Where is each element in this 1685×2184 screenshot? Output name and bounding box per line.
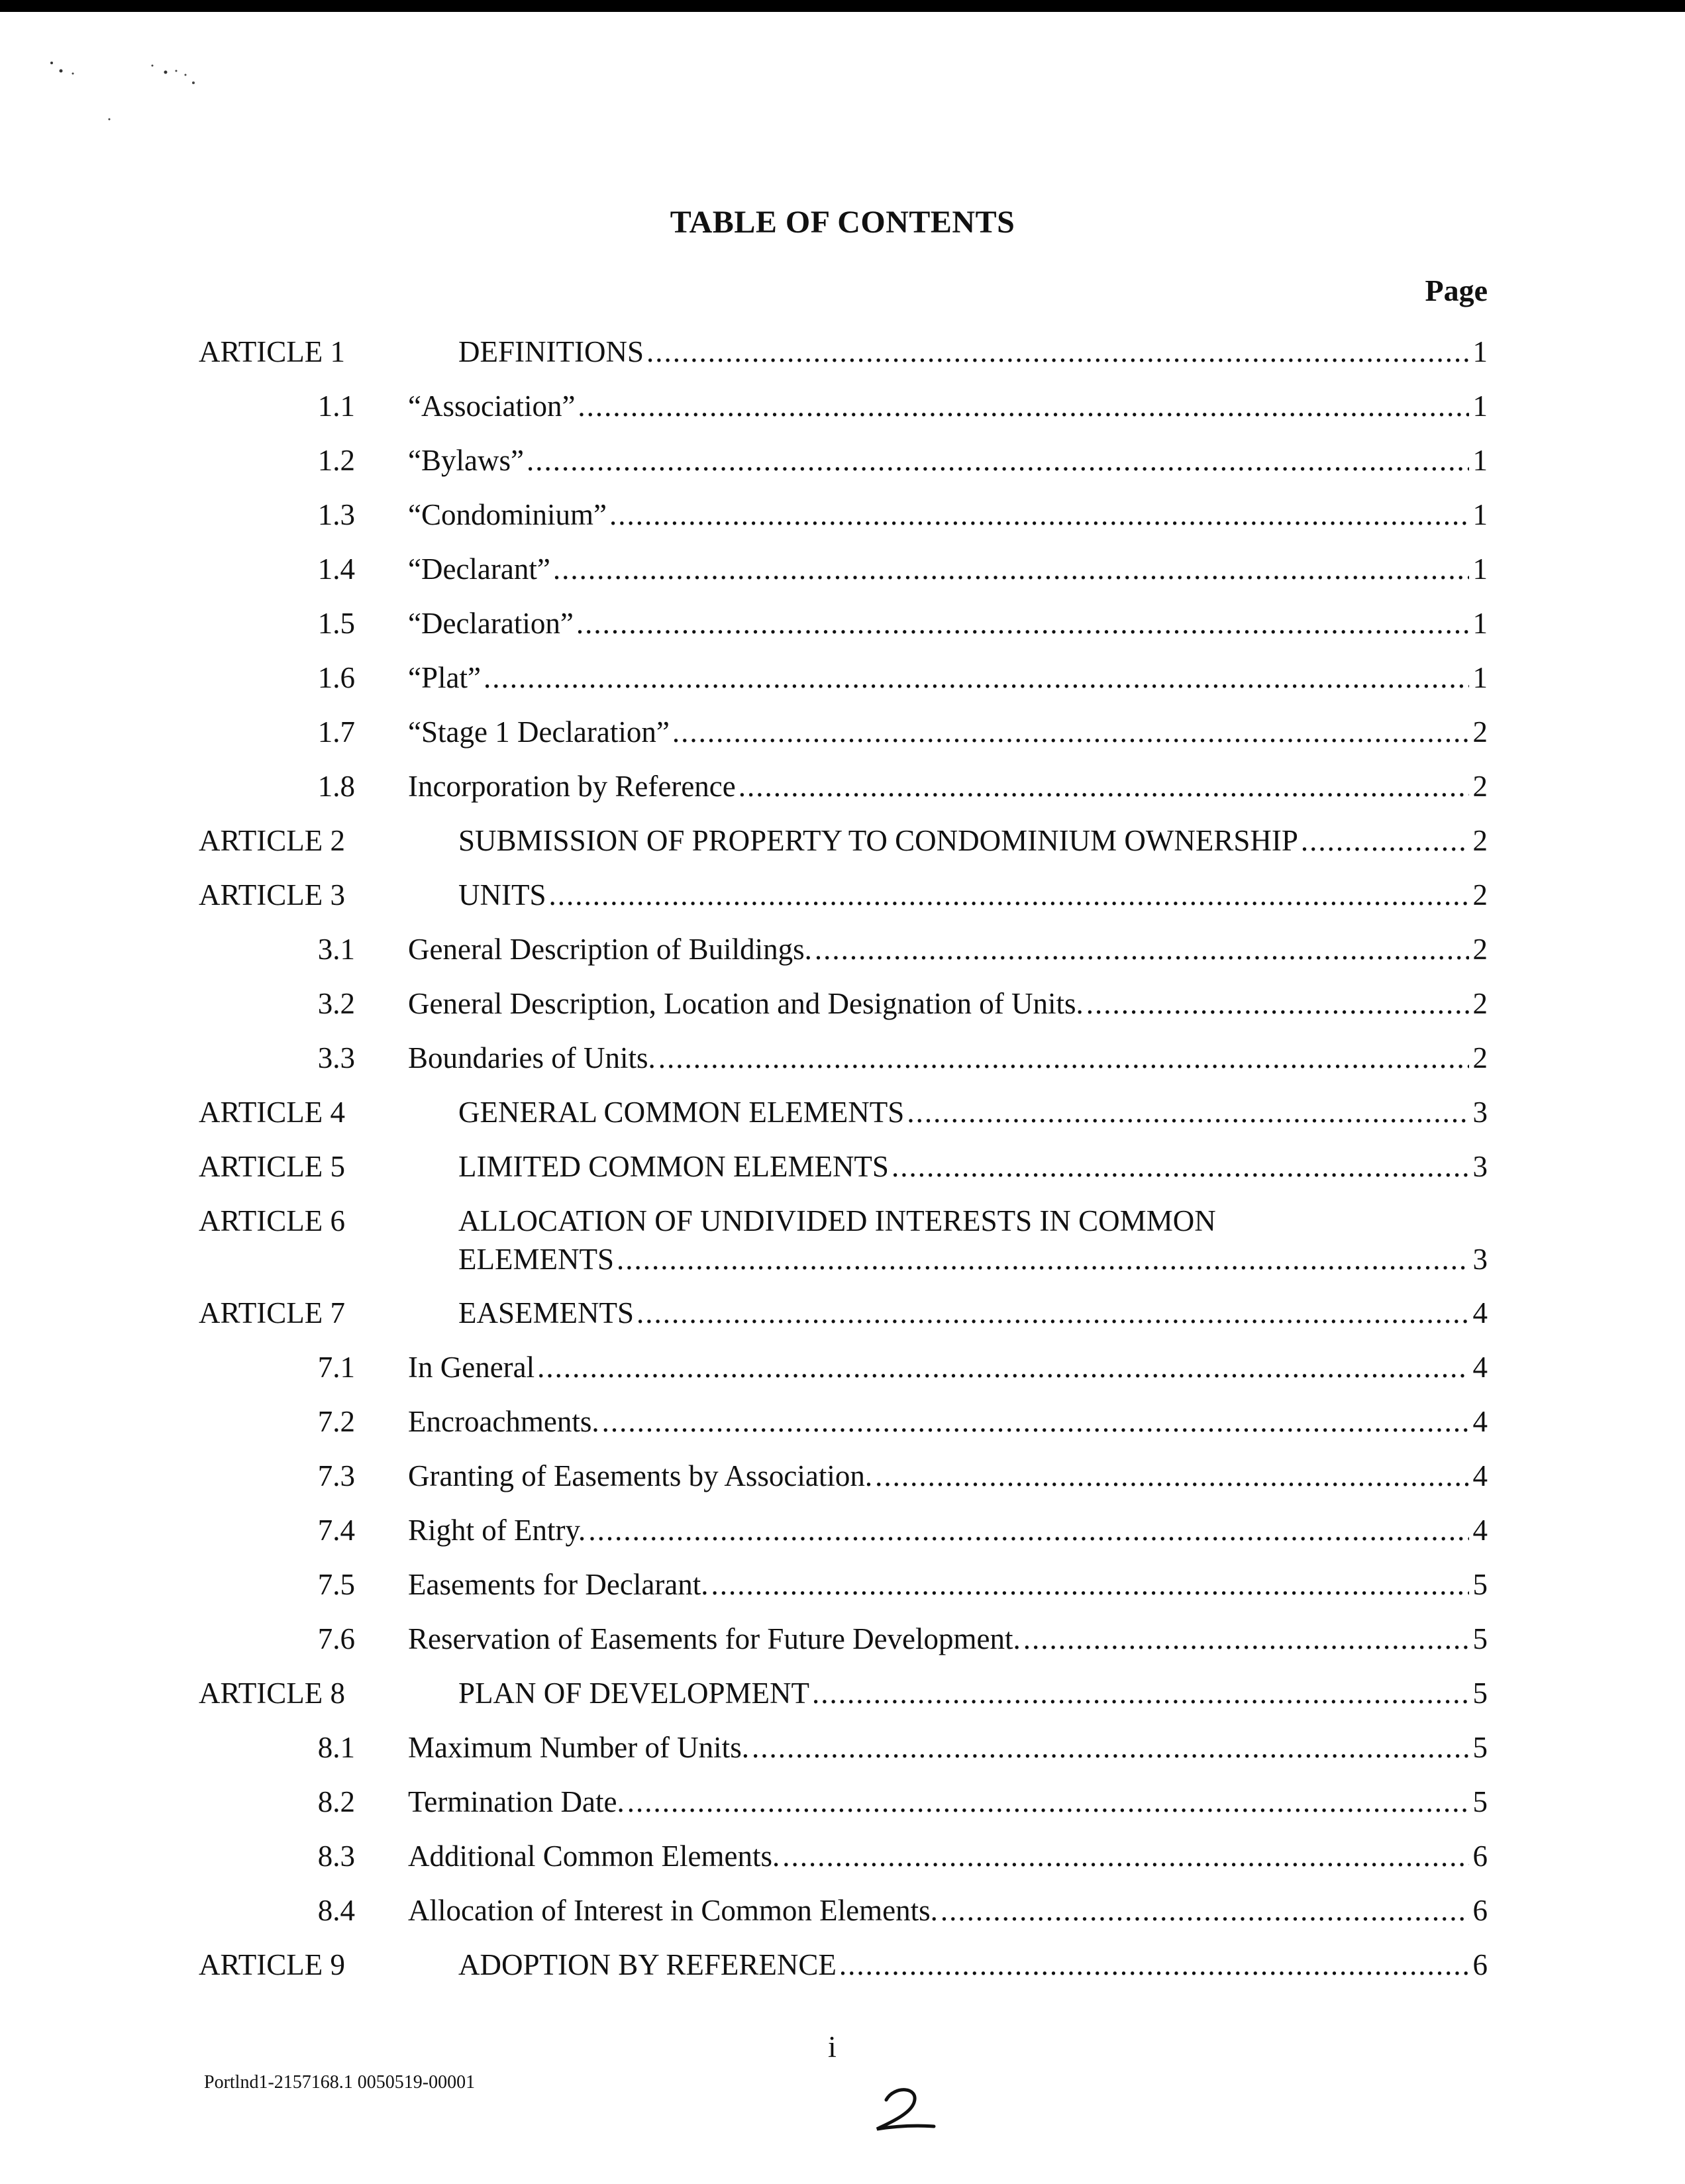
toc-article-entry	[0, 1296, 1685, 1338]
toc-section-entry	[0, 1459, 1685, 1501]
section-number: 7.6	[317, 1622, 355, 1655]
article-label: ARTICLE 4	[199, 1096, 346, 1129]
entry-line	[408, 932, 1488, 966]
section-number: 1.2	[317, 444, 355, 477]
entry-line	[408, 715, 1488, 749]
toc-section-entry	[0, 1513, 1685, 1555]
toc-section-entry	[0, 497, 1685, 540]
dot-leader	[1023, 1622, 1469, 1656]
entry-page-number: 5	[1472, 1568, 1488, 1601]
entry-title: “Declaration”	[408, 607, 574, 640]
handwritten-mark	[868, 2080, 941, 2140]
entry-line	[408, 497, 1488, 532]
entry-title: Boundaries of Units.	[408, 1041, 656, 1074]
entry-title: Allocation of Interest in Common Elements.	[408, 1894, 938, 1927]
dot-leader	[553, 552, 1469, 586]
toc-article-entry	[0, 335, 1685, 377]
entry-line	[408, 1839, 1488, 1873]
toc-section-entry	[0, 443, 1685, 486]
toc-article-entry	[0, 1204, 1685, 1276]
entry-line	[408, 986, 1488, 1021]
dot-leader	[672, 715, 1469, 749]
page-column-header: Page	[1425, 274, 1488, 307]
entry-page-number: 1	[1472, 390, 1488, 423]
entry-title: “Declarant”	[408, 552, 550, 586]
entry-title: Easements for Declarant.	[408, 1568, 709, 1601]
entry-page-number: 4	[1472, 1296, 1488, 1329]
entry-title: Incorporation by Reference	[408, 770, 736, 803]
dot-leader	[576, 606, 1469, 641]
entry-page-number: 4	[1472, 1459, 1488, 1492]
entry-title: EASEMENTS	[458, 1296, 635, 1329]
dot-leader	[815, 932, 1469, 966]
entry-line	[408, 1459, 1488, 1493]
toc-section-entry	[0, 1785, 1685, 1827]
entry-page-number: 1	[1472, 661, 1488, 694]
toc-section-entry	[0, 932, 1685, 974]
entry-title: “Bylaws”	[408, 444, 524, 477]
section-number: 7.4	[317, 1514, 355, 1547]
article-label: ARTICLE 8	[199, 1677, 346, 1710]
entry-page-number: 1	[1472, 552, 1488, 586]
entry-line	[458, 1676, 1488, 1710]
section-number: 7.2	[317, 1405, 355, 1438]
page-title: TABLE OF CONTENTS	[670, 205, 1015, 240]
dot-leader	[527, 443, 1469, 478]
entry-page-number: 2	[1472, 933, 1488, 966]
entry-line	[408, 552, 1488, 586]
entry-title: In General	[408, 1351, 535, 1384]
entry-page-number: 3	[1472, 1243, 1488, 1276]
entry-title: General Description of Buildings.	[408, 933, 812, 966]
entry-page-number: 5	[1472, 1731, 1488, 1764]
entry-line	[408, 1513, 1488, 1547]
entry-page-number: 2	[1472, 824, 1488, 857]
entry-title: Encroachments.	[408, 1405, 599, 1438]
toc-article-entry	[0, 1149, 1685, 1192]
entry-title: General Description, Location and Designation of Units.	[408, 987, 1084, 1020]
entry-title: Maximum Number of Units.	[408, 1731, 749, 1764]
dot-leader	[782, 1839, 1469, 1873]
toc-article-entry	[0, 878, 1685, 920]
toc-section-entry	[0, 606, 1685, 649]
entry-line	[408, 1350, 1488, 1384]
entry-page-number: 5	[1472, 1622, 1488, 1655]
entry-title: Right of Entry.	[408, 1514, 586, 1547]
toc-section-entry	[0, 1404, 1685, 1447]
entry-page-number: 2	[1472, 878, 1488, 911]
entry-title: “Stage 1 Declaration”	[408, 715, 670, 749]
entry-page-number: 2	[1472, 715, 1488, 749]
toc-article-entry	[0, 1948, 1685, 1990]
dot-leader	[752, 1730, 1469, 1765]
entry-title: SUBMISSION OF PROPERTY TO CONDOMINIUM OWNERSHIP	[458, 824, 1298, 857]
dot-leader	[739, 769, 1469, 804]
toc-section-entry	[0, 1567, 1685, 1610]
entry-page-number: 1	[1472, 607, 1488, 640]
toc-section-entry	[0, 715, 1685, 757]
dot-leader	[588, 1513, 1469, 1547]
entry-page-number: 5	[1472, 1785, 1488, 1818]
section-number: 7.3	[317, 1459, 355, 1492]
dot-leader	[875, 1459, 1469, 1493]
entry-line	[408, 1785, 1488, 1819]
entry-line	[408, 1730, 1488, 1765]
article-label: ARTICLE 2	[199, 824, 346, 857]
entry-line	[408, 1567, 1488, 1602]
section-number: 8.1	[317, 1731, 355, 1764]
entry-page-number: 5	[1472, 1677, 1488, 1710]
section-number: 1.1	[317, 390, 355, 423]
section-number: 3.3	[317, 1041, 355, 1074]
article-label: ARTICLE 6	[199, 1204, 346, 1237]
entry-page-number: 4	[1472, 1514, 1488, 1547]
entry-title: Granting of Easements by Association.	[408, 1459, 873, 1492]
toc-section-entry	[0, 1730, 1685, 1773]
entry-line	[408, 1041, 1488, 1075]
entry-title: PLAN OF DEVELOPMENT	[458, 1677, 810, 1710]
section-number: 1.5	[317, 607, 355, 640]
toc-section-entry	[0, 660, 1685, 703]
dot-leader	[711, 1567, 1469, 1602]
section-number: 7.1	[317, 1351, 355, 1384]
entry-title: Additional Common Elements.	[408, 1840, 780, 1873]
dot-leader	[1301, 823, 1469, 858]
entry-line	[408, 769, 1488, 804]
dot-leader	[658, 1041, 1469, 1075]
entry-title: DEFINITIONS	[458, 335, 644, 368]
toc-section-entry	[0, 1839, 1685, 1881]
dot-leader	[578, 389, 1469, 423]
dot-leader	[602, 1404, 1469, 1439]
entry-page-number: 3	[1472, 1150, 1488, 1183]
toc-article-entry	[0, 1676, 1685, 1718]
toc-section-entry	[0, 1350, 1685, 1392]
dot-leader	[1086, 986, 1469, 1021]
entry-line	[458, 1296, 1488, 1330]
section-number: 3.1	[317, 933, 355, 966]
entry-line	[458, 1948, 1488, 1982]
entry-title: GENERAL COMMON ELEMENTS	[458, 1096, 905, 1129]
section-number: 8.2	[317, 1785, 355, 1818]
dot-leader	[892, 1149, 1469, 1184]
toc-section-entry	[0, 1041, 1685, 1083]
toc-section-entry	[0, 552, 1685, 594]
entry-page-number: 6	[1472, 1894, 1488, 1927]
entry-line	[458, 878, 1488, 912]
page-number: i	[828, 2030, 837, 2063]
toc-section-entry	[0, 1893, 1685, 1936]
section-number: 8.4	[317, 1894, 355, 1927]
entry-title: Reservation of Easements for Future Development.	[408, 1622, 1021, 1655]
entry-page-number: 4	[1472, 1351, 1488, 1384]
dot-leader	[537, 1350, 1469, 1384]
section-number: 3.2	[317, 987, 355, 1020]
article-label: ARTICLE 9	[199, 1948, 346, 1981]
dot-leader	[637, 1296, 1469, 1330]
entry-line	[408, 1622, 1488, 1656]
entry-line	[408, 1404, 1488, 1439]
entry-line	[458, 1095, 1488, 1129]
entry-line	[458, 335, 1488, 369]
dot-leader	[812, 1676, 1469, 1710]
toc-section-entry	[0, 1622, 1685, 1664]
entry-page-number: 3	[1472, 1096, 1488, 1129]
entry-page-number: 1	[1472, 335, 1488, 368]
entry-page-number: 2	[1472, 1041, 1488, 1074]
entry-title: ADOPTION BY REFERENCE	[458, 1948, 837, 1981]
section-number: 1.4	[317, 552, 355, 586]
entry-page-number: 6	[1472, 1948, 1488, 1981]
dot-leader	[646, 335, 1469, 369]
toc-section-entry	[0, 769, 1685, 811]
section-number: 1.8	[317, 770, 355, 803]
article-label: ARTICLE 7	[199, 1296, 346, 1329]
entry-title: UNITS	[458, 878, 546, 911]
entry-title: “Plat”	[408, 661, 481, 694]
entry-page-number: 1	[1472, 498, 1488, 531]
entry-line	[458, 1149, 1488, 1184]
entry-line	[458, 823, 1488, 858]
section-number: 8.3	[317, 1840, 355, 1873]
dot-leader	[907, 1095, 1469, 1129]
entry-line	[408, 606, 1488, 641]
toc-section-entry	[0, 986, 1685, 1029]
dot-leader	[484, 660, 1469, 695]
entry-line	[408, 443, 1488, 478]
entry-title: “Association”	[408, 390, 576, 423]
section-number: 1.6	[317, 661, 355, 694]
dot-leader	[839, 1948, 1469, 1982]
entry-title: “Condominium”	[408, 498, 607, 531]
dot-leader	[941, 1893, 1469, 1928]
dot-leader	[609, 497, 1469, 532]
dot-leader	[617, 1242, 1469, 1276]
section-number: 1.7	[317, 715, 355, 749]
section-number: 7.5	[317, 1568, 355, 1601]
entry-line	[458, 1242, 1488, 1276]
entry-page-number: 6	[1472, 1840, 1488, 1873]
section-number: 1.3	[317, 498, 355, 531]
article-label: ARTICLE 3	[199, 878, 346, 911]
dot-leader	[627, 1785, 1469, 1819]
entry-title: Termination Date.	[408, 1785, 625, 1818]
entry-title: ELEMENTS	[458, 1243, 614, 1276]
toc-article-entry	[0, 1095, 1685, 1137]
entry-line	[408, 389, 1488, 423]
entry-page-number: 4	[1472, 1405, 1488, 1438]
toc-article-entry	[0, 823, 1685, 866]
article-label: ARTICLE 5	[199, 1150, 346, 1183]
entry-line	[408, 1893, 1488, 1928]
entry-page-number: 2	[1472, 770, 1488, 803]
entry-page-number: 2	[1472, 987, 1488, 1020]
article-label: ARTICLE 1	[199, 335, 346, 368]
toc-section-entry	[0, 389, 1685, 431]
entry-page-number: 1	[1472, 444, 1488, 477]
entry-line	[408, 660, 1488, 695]
dot-leader	[549, 878, 1470, 912]
document-id: Portlnd1-2157168.1 0050519-00001	[204, 2072, 476, 2093]
entry-title-line1: ALLOCATION OF UNDIVIDED INTERESTS IN COMMON	[458, 1204, 1216, 1237]
entry-title: LIMITED COMMON ELEMENTS	[458, 1150, 889, 1183]
